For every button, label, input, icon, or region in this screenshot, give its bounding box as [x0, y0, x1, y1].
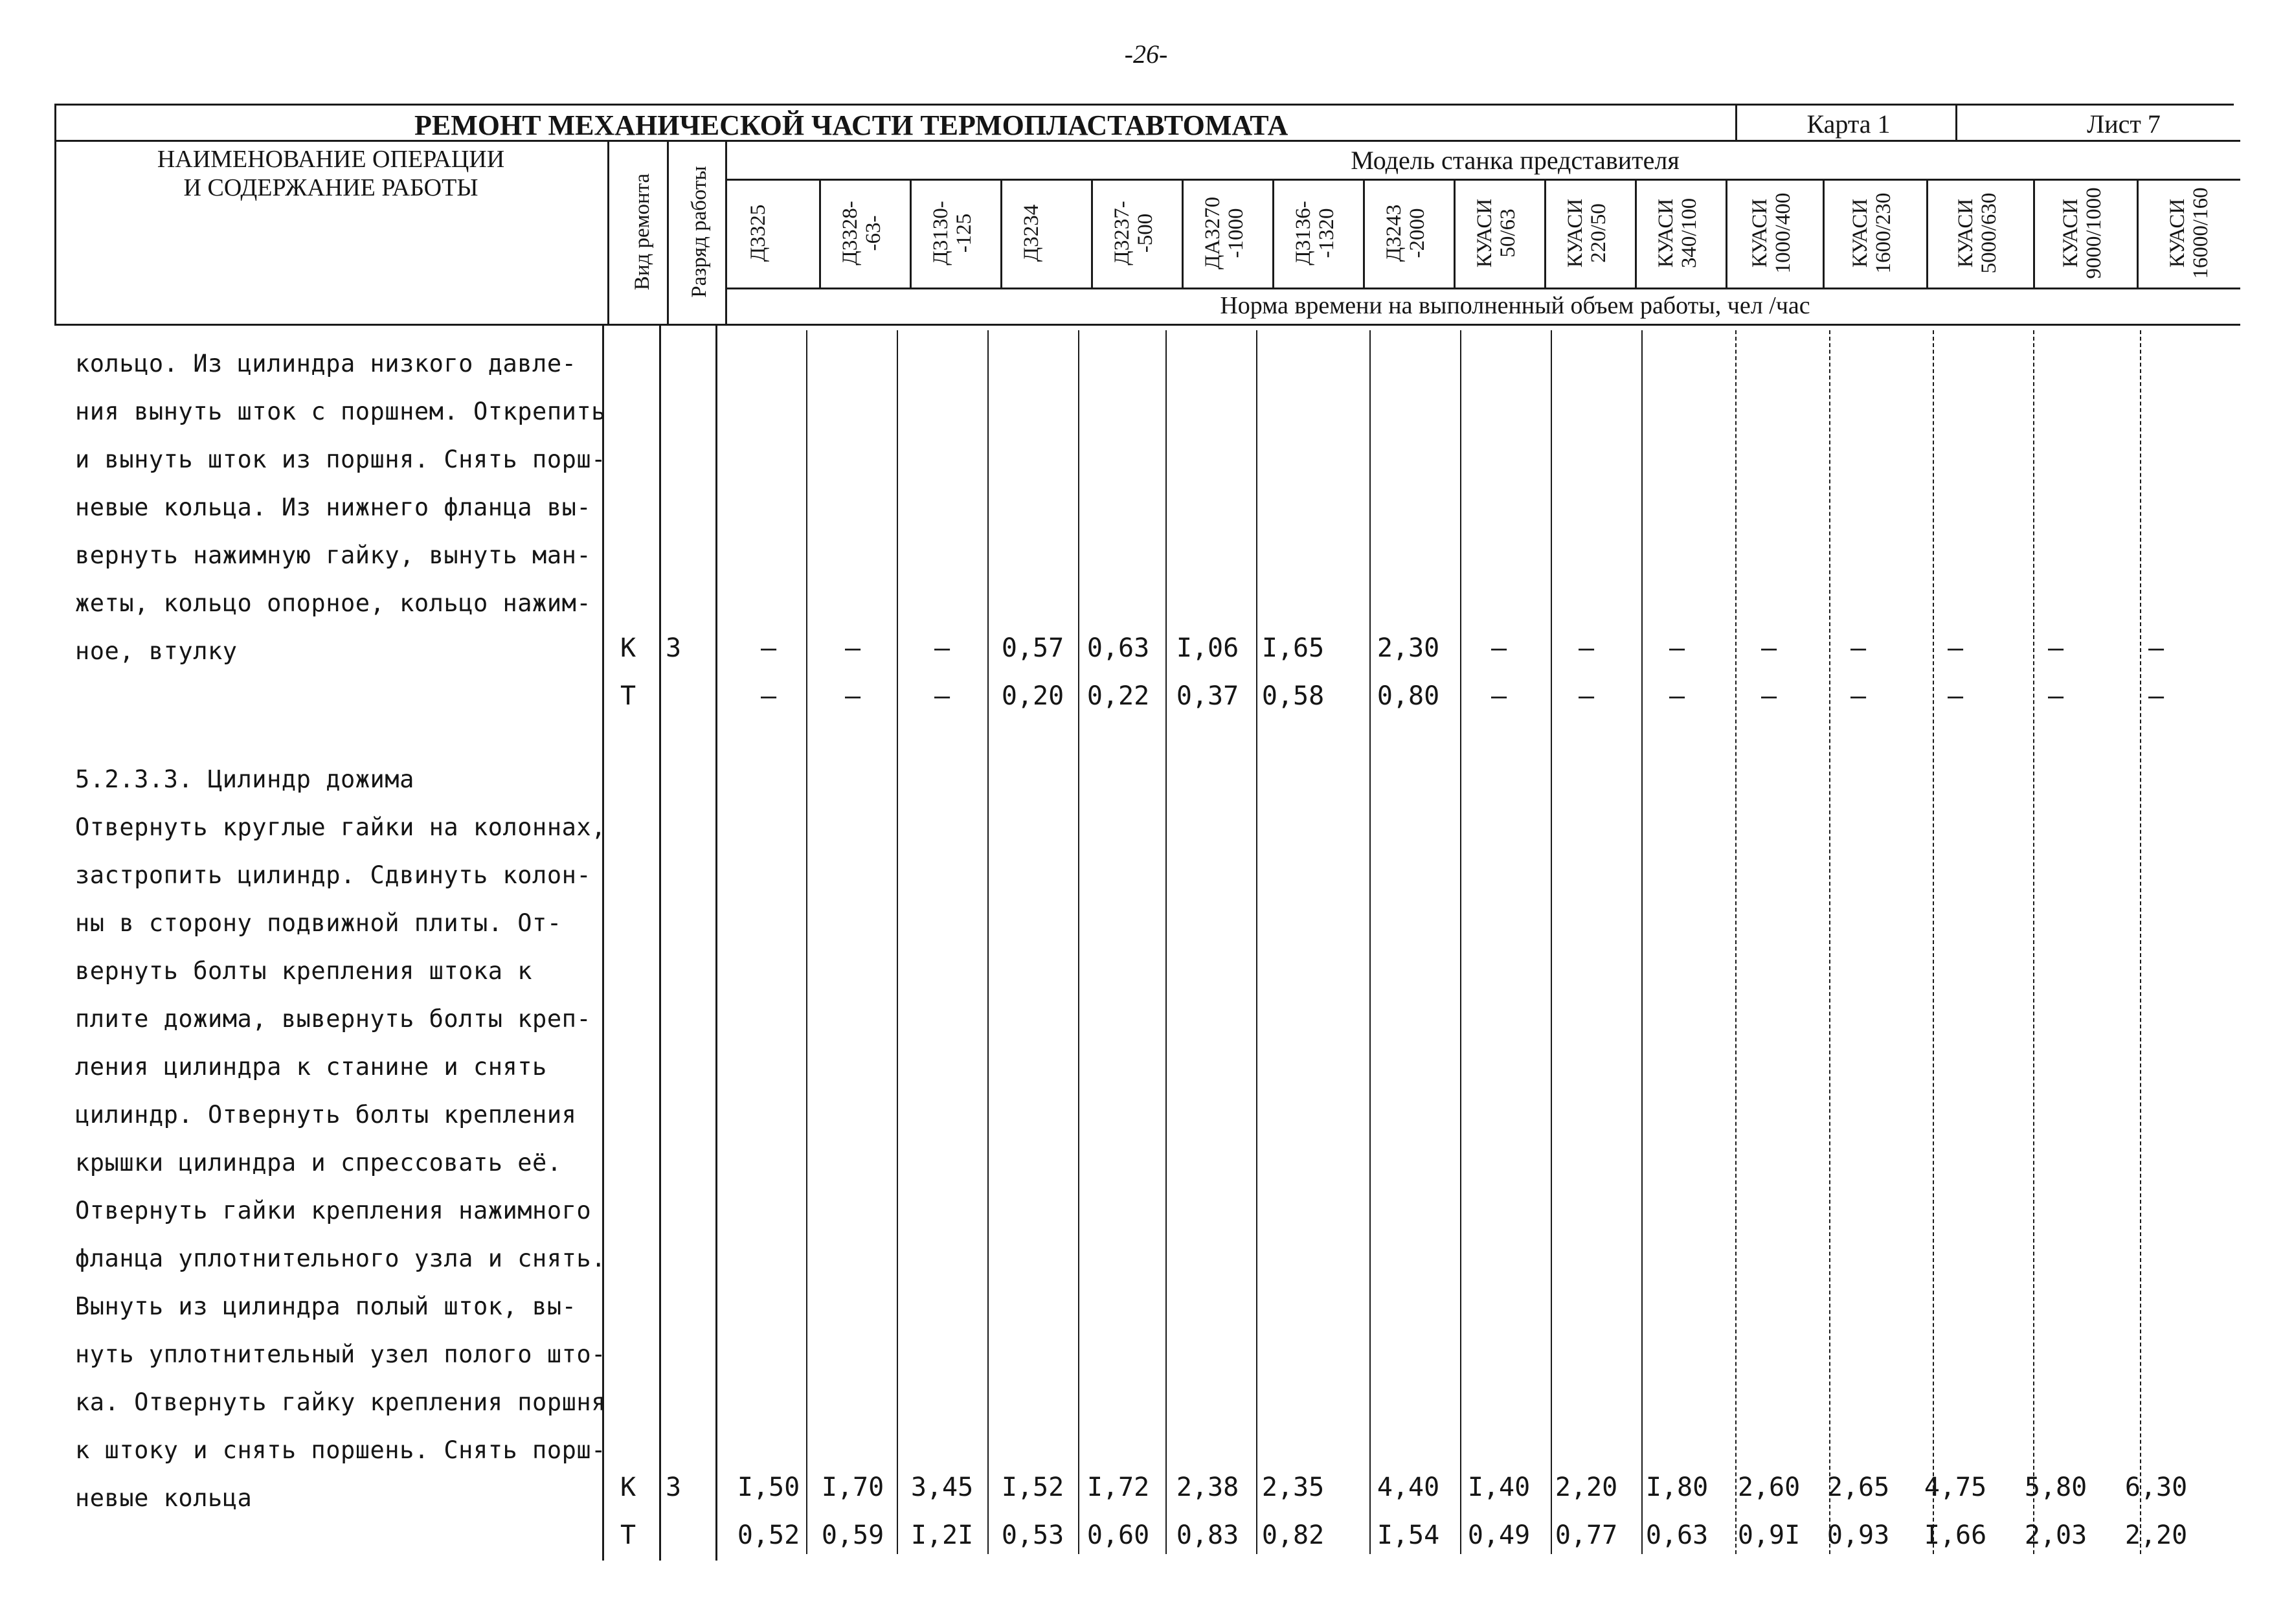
norm-value-cell: –	[934, 633, 950, 663]
model-col-line	[1000, 179, 1002, 288]
norm-value-cell: –	[1490, 681, 1507, 711]
body-col-line	[987, 330, 989, 1554]
norm-value-cell: –	[1947, 681, 1964, 711]
model-col-line	[2137, 179, 2139, 288]
model-header-line1: Д3325	[746, 204, 770, 262]
model-row-divider	[725, 179, 2240, 181]
model-header-line1: Д3243	[1382, 204, 1406, 262]
model-col-line	[1635, 179, 1637, 288]
norm-value-cell: 0,49	[1467, 1520, 1531, 1550]
norm-value-cell: 0,83	[1176, 1520, 1239, 1550]
model-header	[1473, 181, 1525, 285]
text-line: к штоку и снять поршень. Снять порш-	[75, 1436, 606, 1464]
work-grade-cell: 3	[665, 633, 682, 663]
model-header-line2: 340/100	[1678, 197, 1701, 269]
text-line: фланца уплотнительного узла и снять.	[75, 1245, 606, 1272]
norm-value-cell: 0,82	[1261, 1520, 1325, 1550]
text-line: цилиндр. Отвернуть болты крепления	[75, 1101, 577, 1129]
model-header-line1: КУАСИ	[2059, 198, 2082, 268]
norm-value-cell: I,65	[1261, 633, 1325, 663]
body-col-line	[1735, 330, 1737, 1554]
model-header-line1: Д3234	[1020, 204, 1043, 262]
repair-type-cell: Т	[620, 1520, 636, 1550]
model-header-line2: 220/50	[1587, 203, 1610, 263]
model-header-line2: -125	[952, 213, 976, 253]
norm-value-cell: 0,60	[1086, 1520, 1150, 1550]
norm-value-cell: –	[1760, 681, 1777, 711]
norm-value-cell: –	[2047, 681, 2064, 711]
operation-header-line1: НАИМЕНОВАНИЕ ОПЕРАЦИИ	[157, 146, 505, 173]
model-header-line2: 9000/1000	[2082, 187, 2106, 279]
norm-value-cell: 6,30	[2124, 1472, 2188, 1502]
model-col-line	[1272, 179, 1274, 288]
norm-value-cell: I,66	[1924, 1520, 1987, 1550]
operation-header-line2: И СОДЕРЖАНИЕ РАБОТЫ	[183, 174, 478, 201]
page-number: -26-	[1124, 39, 1168, 69]
model-header-line2: -1000	[1224, 208, 1248, 258]
model-header-line1: Д3237-	[1110, 201, 1134, 265]
header-bottom-border	[54, 324, 2240, 326]
text-line: ния вынуть шток с поршнем. Открепить	[75, 398, 606, 425]
norm-value-cell: –	[2047, 633, 2064, 663]
text-line: и вынуть шток из поршня. Снять порш-	[75, 445, 606, 473]
norm-value-cell: –	[1850, 633, 1867, 663]
text-line: жеты, кольцо опорное, кольцо нажим-	[75, 589, 592, 617]
model-header-line1: Д3136-	[1292, 201, 1315, 265]
norm-value-cell: –	[844, 633, 861, 663]
body-values-left-line	[715, 324, 717, 1561]
norm-value-cell: I,40	[1467, 1472, 1531, 1502]
model-col-line	[1182, 179, 1184, 288]
repair-type-col-line	[607, 140, 609, 324]
body-work-grade-line	[659, 324, 661, 1561]
norm-value-cell: I,70	[821, 1472, 884, 1502]
norm-value-cell: 0,9I	[1737, 1520, 1801, 1550]
work-grade-cell: 3	[665, 1472, 682, 1502]
text-line: вернуть болты крепления штока к	[75, 957, 533, 985]
text-line: ны в сторону подвижной плиты. От-	[75, 909, 562, 937]
norm-value-cell: 0,77	[1555, 1520, 1618, 1550]
norm-value-cell: I,52	[1001, 1472, 1064, 1502]
model-header	[929, 181, 981, 285]
repair-type-header: Вид ремонта	[631, 173, 654, 291]
norm-value-cell: 2,30	[1377, 633, 1440, 663]
model-col-line	[1926, 179, 1928, 288]
norm-value-cell: –	[760, 681, 777, 711]
sheet-divider	[1955, 104, 1957, 140]
body-col-line	[1460, 330, 1461, 1554]
model-header-line2: 1600/230	[1872, 192, 1895, 274]
norm-value-cell: –	[2148, 633, 2165, 663]
norm-value-cell: –	[934, 681, 950, 711]
norm-value-cell: I,50	[737, 1472, 800, 1502]
model-header-line2: -63-	[862, 215, 885, 251]
norm-value-cell: –	[760, 633, 777, 663]
body-col-line	[1933, 330, 1934, 1554]
norm-value-cell: 0,37	[1176, 681, 1239, 711]
model-header-line1: КУАСИ	[1849, 198, 1872, 268]
card-label: Карта 1	[1806, 109, 1891, 139]
norm-value-cell: 0,53	[1001, 1520, 1064, 1550]
model-header-line1: КУАСИ	[1654, 198, 1678, 268]
norm-value-cell: I,2I	[910, 1520, 974, 1550]
norm-value-cell: 2,38	[1176, 1472, 1239, 1502]
norm-value-cell: 0,58	[1261, 681, 1325, 711]
norm-row-divider	[725, 288, 2240, 289]
repair-type-cell: К	[620, 1472, 636, 1502]
norm-value-cell: 0,22	[1086, 681, 1150, 711]
document-title: РЕМОНТ МЕХАНИЧЕСКОЙ ЧАСТИ ТЕРМОПЛАСТАВТОМАТА	[414, 109, 1288, 141]
norm-value-cell: I,54	[1377, 1520, 1440, 1550]
body-col-line	[1165, 330, 1167, 1554]
norm-value-cell: 2,20	[1555, 1472, 1618, 1502]
model-header	[1748, 181, 1800, 285]
body-col-line	[1641, 330, 1643, 1554]
body-col-line	[2140, 330, 2141, 1554]
model-col-line	[1726, 179, 1727, 288]
model-header	[747, 181, 798, 285]
text-line: Отвернуть круглые гайки на колоннах,	[75, 813, 606, 841]
text-line: застропить цилиндр. Сдвинуть колон-	[75, 861, 592, 889]
norm-value-cell: 2,03	[2024, 1520, 2087, 1550]
norm-value-cell: 0,52	[737, 1520, 800, 1550]
model-header	[838, 181, 890, 285]
norm-value-cell: –	[1850, 681, 1867, 711]
norm-value-cell: –	[1578, 633, 1595, 663]
model-header	[1849, 181, 1900, 285]
text-line: нуть уплотнительный узел полого што-	[75, 1340, 606, 1368]
model-col-line	[1363, 179, 1365, 288]
model-col-line	[2033, 179, 2035, 288]
norm-value-cell: 0,20	[1001, 681, 1064, 711]
norm-time-header: Норма времени на выполненный объем работы, чел /час	[1220, 292, 1810, 319]
text-line: невые кольца	[75, 1484, 253, 1512]
model-header-line2: 1000/400	[1771, 192, 1795, 274]
norm-value-cell: 4,40	[1377, 1472, 1440, 1502]
model-header	[1292, 181, 1344, 285]
body-col-line	[806, 330, 807, 1554]
norm-value-cell: 0,57	[1001, 633, 1064, 663]
model-header-line2: 50/63	[1496, 209, 1520, 258]
model-header-line2: -500	[1134, 213, 1157, 253]
norm-value-cell: I,80	[1645, 1472, 1709, 1502]
body-col-line	[1829, 330, 1830, 1554]
norm-value-cell: 0,63	[1086, 633, 1150, 663]
body-col-line	[897, 330, 898, 1554]
text-line: крышки цилиндра и спрессовать её.	[75, 1149, 562, 1177]
repair-type-cell: К	[620, 633, 636, 663]
model-header	[1201, 181, 1253, 285]
model-header	[1020, 181, 1072, 285]
norm-value-cell: 0,59	[821, 1520, 884, 1550]
card-divider	[1735, 104, 1737, 140]
model-header-line2: 16000/160	[2189, 187, 2212, 279]
model-group-header: Модель станка представителя	[1351, 146, 1680, 175]
model-header	[1110, 181, 1162, 285]
model-header	[1382, 181, 1434, 285]
text-line: кольцо. Из цилиндра низкого давле-	[75, 350, 577, 378]
operation-column-header	[56, 145, 606, 202]
body-col-line	[1256, 330, 1257, 1554]
norm-value-cell: 0,63	[1645, 1520, 1709, 1550]
norm-value-cell: 2,35	[1261, 1472, 1325, 1502]
norm-value-cell: –	[844, 681, 861, 711]
norm-value-cell: 2,20	[2124, 1520, 2188, 1550]
text-line: невые кольца. Из нижнего фланца вы-	[75, 493, 592, 521]
norm-value-cell: 2,65	[1827, 1472, 1890, 1502]
body-col-line	[1369, 330, 1371, 1554]
model-col-line	[1544, 179, 1546, 288]
model-header-line2: -1320	[1315, 208, 1338, 258]
sheet-label: Лист 7	[2087, 109, 2161, 139]
model-header-line1: КУАСИ	[1953, 198, 1977, 268]
text-line: Отвернуть гайки крепления нажимного	[75, 1197, 592, 1224]
norm-value-cell: 4,75	[1924, 1472, 1987, 1502]
model-col-line	[1091, 179, 1093, 288]
model-header-line2: -2000	[1406, 208, 1429, 258]
body-col-line	[2033, 330, 2034, 1554]
norm-value-cell: –	[1578, 681, 1595, 711]
norm-value-cell: I,06	[1176, 633, 1239, 663]
table-top-border	[54, 104, 2234, 106]
text-line: ное, втулку	[75, 637, 238, 665]
norm-value-cell: 3,45	[910, 1472, 974, 1502]
text-line: 5.2.3.3. Цилиндр дожима	[75, 765, 414, 793]
norm-value-cell: 5,80	[2024, 1472, 2087, 1502]
norm-value-cell: –	[2148, 681, 2165, 711]
model-header	[1564, 181, 1615, 285]
text-line: Вынуть из цилиндра полый шток, вы-	[75, 1292, 577, 1320]
text-line: плите дожима, вывернуть болты креп-	[75, 1005, 592, 1033]
model-col-line	[819, 179, 821, 288]
text-line: ка. Отвернуть гайку крепления поршня	[75, 1388, 606, 1416]
model-header	[1954, 181, 2006, 285]
norm-value-cell: 0,80	[1377, 681, 1440, 711]
model-header-line1: КУАСИ	[1473, 198, 1496, 268]
model-header-line1: КУАСИ	[1748, 198, 1771, 268]
norm-value-cell: 0,93	[1827, 1520, 1890, 1550]
text-line: ления цилиндра к станине и снять	[75, 1053, 547, 1081]
body-col-line	[1078, 330, 1079, 1554]
model-col-line	[1454, 179, 1456, 288]
model-header-line1: Д3130-	[929, 201, 952, 265]
norm-value-cell: –	[1490, 633, 1507, 663]
model-col-line	[1823, 179, 1825, 288]
work-grade-header: Разряд работы	[688, 166, 711, 298]
text-line: вернуть нажимную гайку, вынуть ман-	[75, 541, 592, 569]
table-left-border	[54, 104, 56, 324]
body-col-line	[1551, 330, 1552, 1554]
model-header	[1654, 181, 1706, 285]
model-header-line1: Д3328-	[838, 201, 862, 265]
model-header-line1: КУАСИ	[2166, 198, 2189, 268]
work-grade-col-line	[667, 140, 669, 324]
norm-value-cell: –	[1669, 681, 1685, 711]
repair-type-cell: Т	[620, 681, 636, 711]
norm-value-cell: –	[1760, 633, 1777, 663]
model-header	[2059, 181, 2111, 285]
model-header-line1: ДА3270	[1201, 196, 1224, 270]
model-header	[2166, 181, 2218, 285]
model-col-line	[910, 179, 912, 288]
model-header-line2: 5000/630	[1977, 192, 2001, 274]
norm-value-cell: I,72	[1086, 1472, 1150, 1502]
body-repair-type-line	[602, 324, 604, 1561]
norm-value-cell: –	[1669, 633, 1685, 663]
model-header-line1: КУАСИ	[1564, 198, 1587, 268]
norm-value-cell: 2,60	[1737, 1472, 1801, 1502]
norm-value-cell: –	[1947, 633, 1964, 663]
